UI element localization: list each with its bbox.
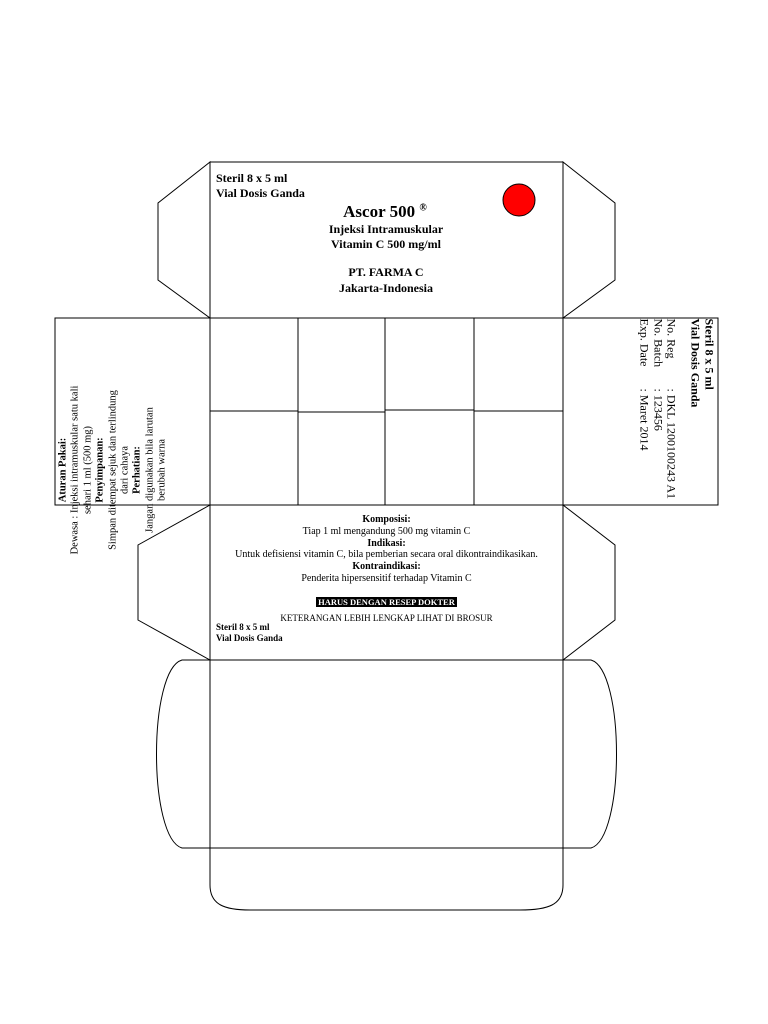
bottom-right-flap bbox=[563, 505, 615, 660]
front-subtitle-2: Vitamin C 500 mg/ml bbox=[331, 237, 441, 251]
kontraindikasi-heading: Kontraindikasi: bbox=[352, 561, 421, 573]
front-vial: Vial Dosis Ganda bbox=[216, 186, 305, 200]
front-steril: Steril 8 x 5 ml bbox=[216, 171, 288, 185]
perhatian-line-1: Jangan digunakan bila larutan bbox=[144, 407, 156, 533]
red-dot bbox=[503, 184, 535, 216]
base-panel-outline bbox=[210, 660, 563, 848]
brand-name: Ascor 500 bbox=[343, 202, 416, 221]
tuck-flap bbox=[210, 848, 563, 910]
front-subtitle-1: Injeksi Intramuskular bbox=[328, 222, 444, 236]
right-steril: Steril 8 x 5 ml bbox=[702, 318, 717, 390]
left-panel-text bbox=[58, 378, 208, 563]
base-right-tab bbox=[563, 660, 617, 848]
indikasi-heading: Indikasi: bbox=[367, 537, 406, 549]
right-panel-text bbox=[566, 319, 716, 504]
dewasa-line-1: Dewasa : Injeksi intramuskular satu kali bbox=[69, 385, 81, 555]
perhatian-line-2: berubah warna bbox=[156, 438, 168, 502]
top-right-flap bbox=[563, 162, 615, 318]
brosur-note: KETERANGAN LEBIH LENGKAP LIHAT DI BROSUR bbox=[280, 612, 493, 623]
batch-row bbox=[650, 319, 664, 504]
penyimpanan-heading: Penyimpanan: bbox=[94, 437, 106, 503]
exp-row bbox=[637, 319, 651, 504]
perhatian-heading: Perhatian: bbox=[131, 446, 143, 494]
registered-mark: ® bbox=[419, 202, 427, 214]
front-company: PT. FARMA C bbox=[348, 265, 424, 279]
back-panel-text bbox=[210, 514, 563, 623]
komposisi-text: Tiap 1 ml mengandung 500 mg vitamin C bbox=[302, 525, 471, 537]
product-brand bbox=[300, 202, 470, 222]
exp-label: Exp. Date bbox=[637, 318, 652, 367]
front-location: Jakarta-Indonesia bbox=[338, 281, 433, 295]
kontraindikasi-text: Penderita hipersensitif terhadap Vitamin C bbox=[301, 572, 472, 584]
top-left-flap bbox=[158, 162, 210, 318]
back-steril: Steril 8 x 5 ml bbox=[216, 622, 270, 632]
komposisi-heading: Komposisi: bbox=[362, 514, 411, 525]
back-vial: Vial Dosis Ganda bbox=[216, 633, 283, 643]
right-vial: Vial Dosis Ganda bbox=[688, 318, 703, 408]
indikasi-text: Untuk defisiensi vitamin C, bila pemberian secara oral dikontraindikasikan. bbox=[235, 549, 538, 561]
penyimpanan-line-1: Simpan ditempat sejuk dan terlindung bbox=[107, 390, 118, 550]
prescription-warning: HARUS DENGAN RESEP DOKTER bbox=[318, 596, 455, 607]
penyimpanan-line-2: dari cahaya bbox=[119, 445, 131, 495]
exp-value: : Maret 2014 bbox=[637, 388, 652, 451]
aturan-heading: Aturan Pakai: bbox=[57, 437, 69, 503]
batch-label: No. Batch bbox=[651, 318, 666, 368]
reg-label: No. Reg bbox=[664, 318, 679, 359]
batch-value: : 123456 bbox=[651, 388, 666, 431]
dewasa-line-2: sehari 1 ml (500 mg) bbox=[82, 425, 94, 515]
reg-row bbox=[664, 319, 678, 504]
reg-value: : DKL 1200100243 A1 bbox=[664, 388, 679, 500]
base-left-tab bbox=[157, 660, 211, 848]
